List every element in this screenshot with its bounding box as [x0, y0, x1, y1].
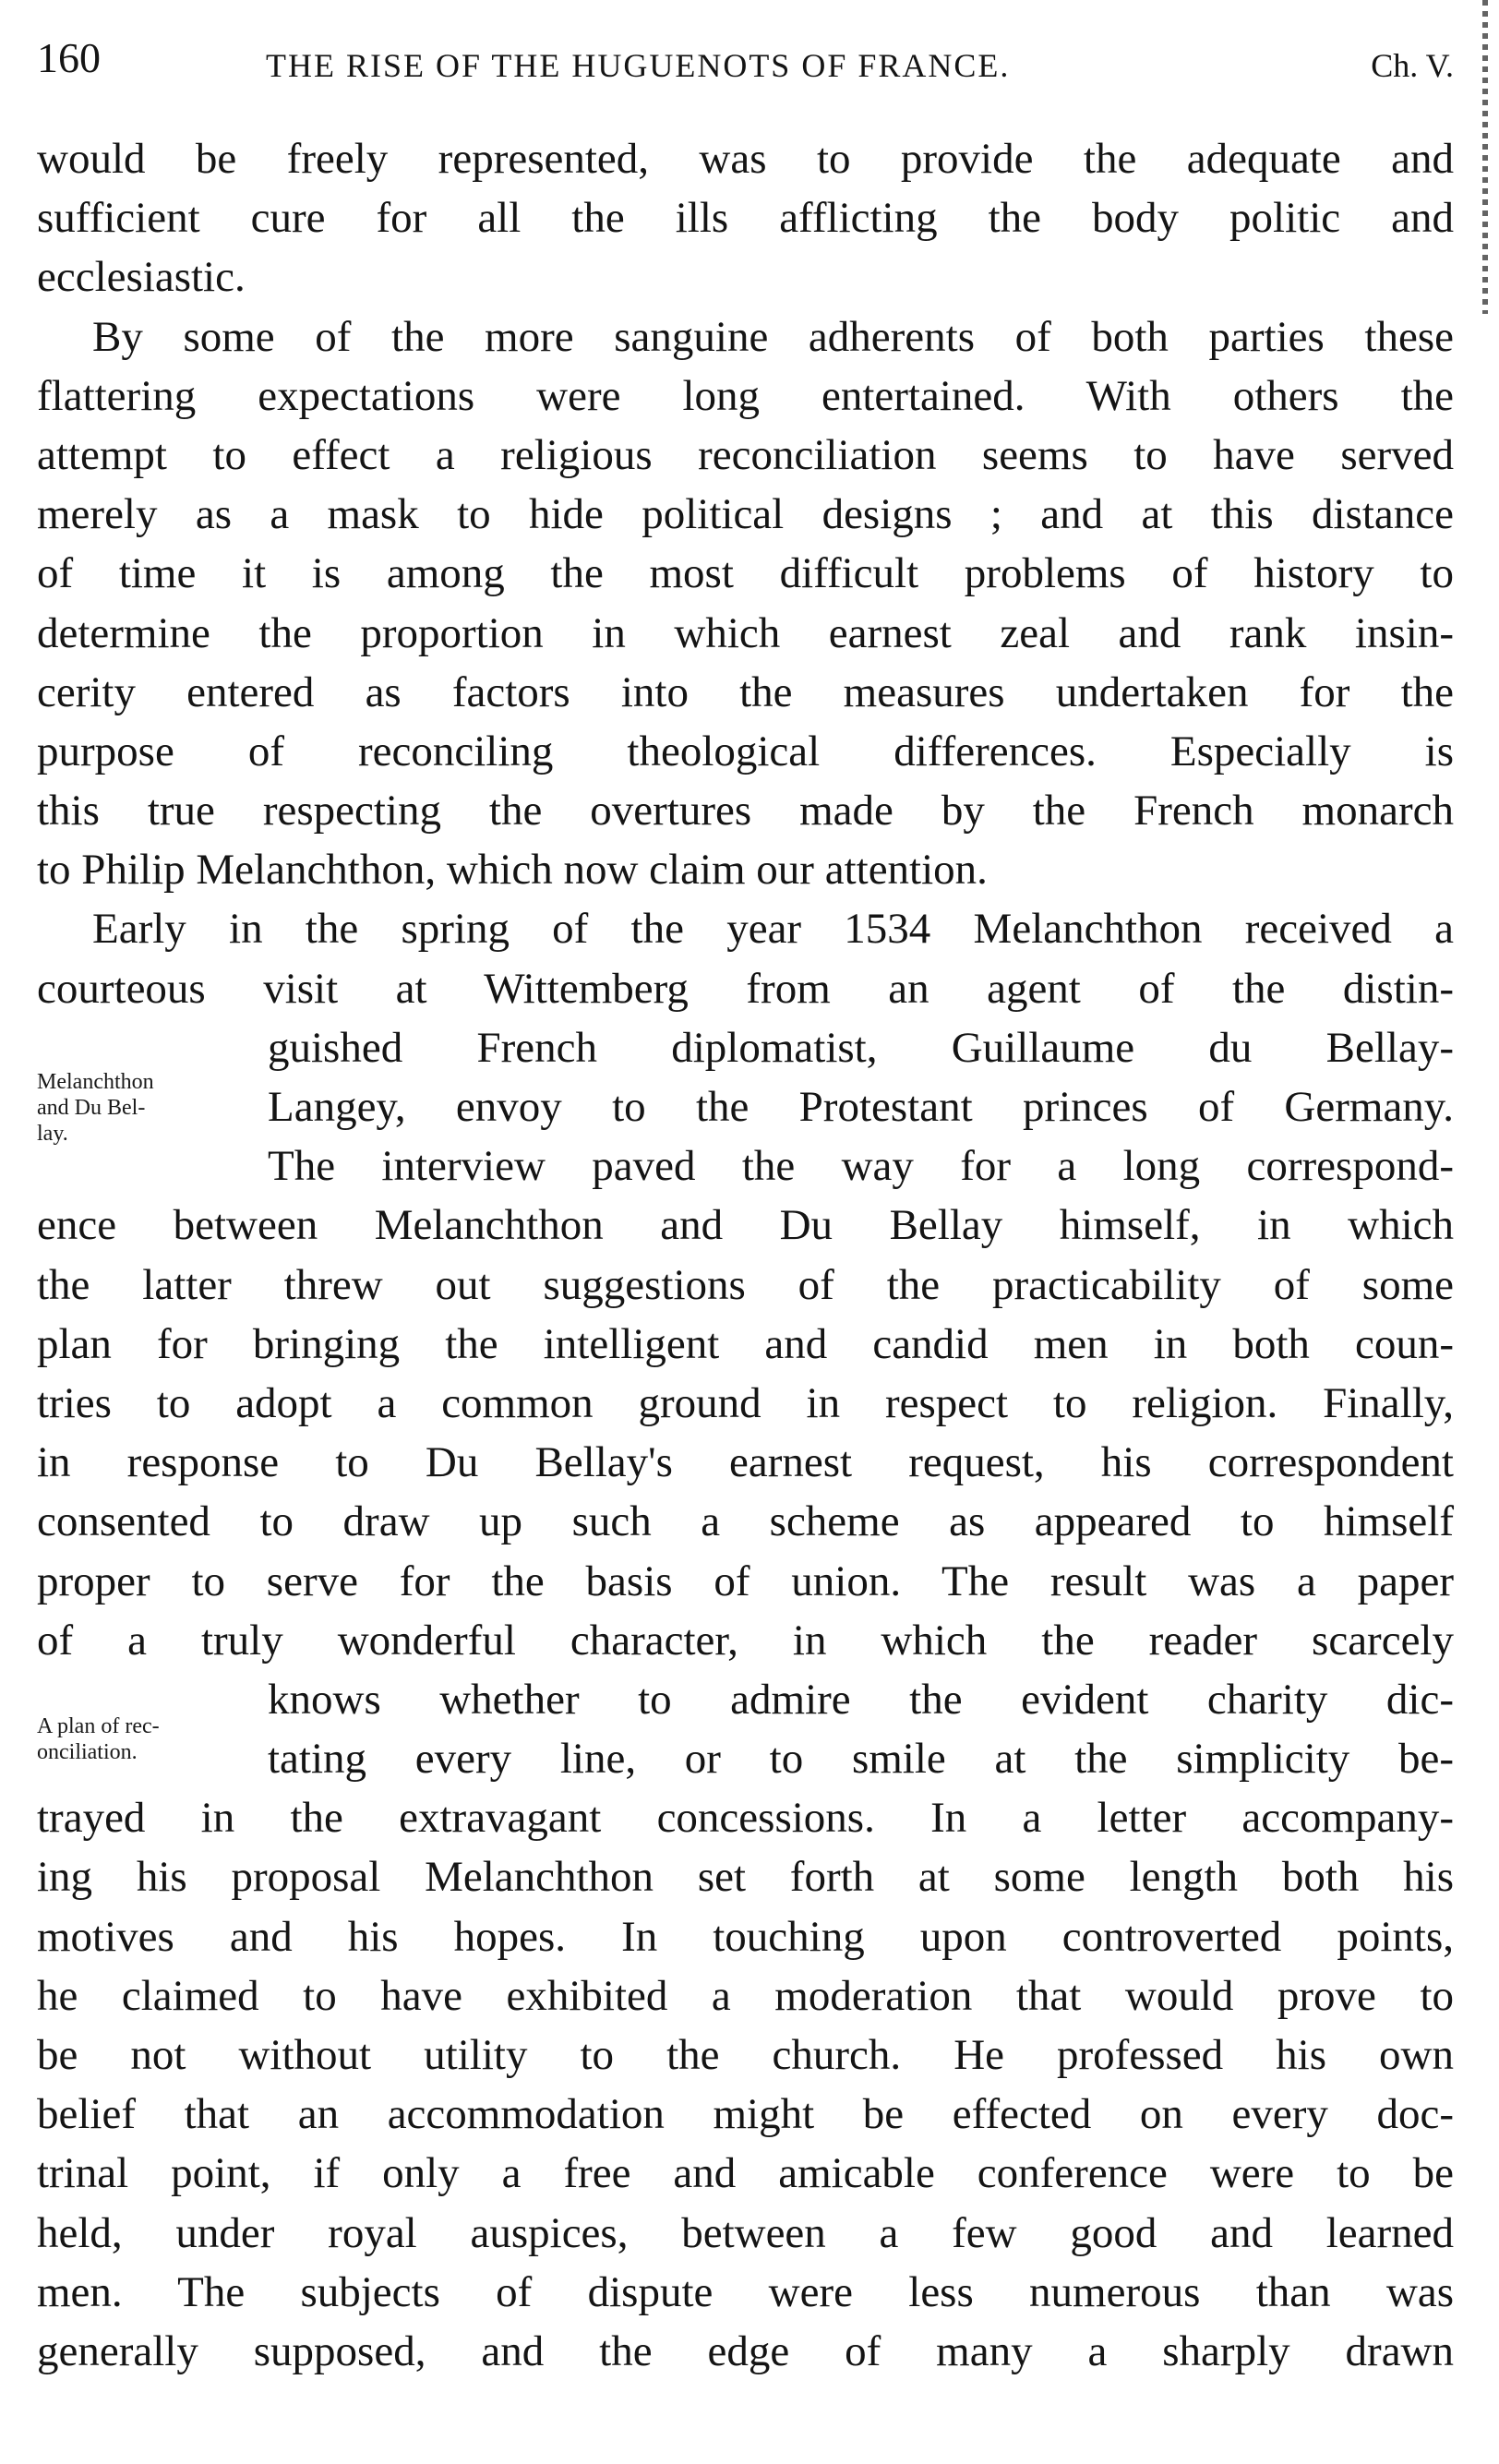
text-line: cerity entered as factors into the measures undertaken for the [37, 667, 1454, 716]
chapter-mark: Ch. V. [1371, 47, 1454, 84]
text-line: knows whether to admire the evident charity dic- [268, 1675, 1454, 1724]
text-line: held, under royal auspices, between a few good and learned [37, 2208, 1454, 2257]
margin-note-line: lay. [37, 1122, 68, 1146]
text-line: flattering expectations were long entertained. With others the [37, 371, 1454, 420]
text-line: Early in the spring of the year 1534 Melanchthon received a [92, 905, 1454, 954]
text-line: determine the proportion in which earnest zeal and rank insin- [37, 608, 1454, 657]
margin-note-line: Melanchthon [37, 1070, 154, 1094]
text-line: Langey, envoy to the Protestant princes of Germany. [268, 1083, 1454, 1131]
text-line: merely as a mask to hide political designs ; and at this distance [37, 490, 1454, 539]
text-line: generally supposed, and the edge of many a sharply drawn [37, 2326, 1454, 2375]
text-line: ecclesiastic. [37, 253, 246, 302]
running-title: THE RISE OF THE HUGUENOTS OF FRANCE. [266, 47, 1011, 84]
text-line: be not without utility to the church. He professed his own [37, 2031, 1454, 2079]
body-text [37, 129, 1454, 2381]
text-line: By some of the more sanguine adherents of both parties these [92, 312, 1454, 361]
margin-note-line: onciliation. [37, 1740, 138, 1764]
text-line: attempt to effect a religious reconciliation seems to have served [37, 430, 1454, 479]
text-line: the latter threw out suggestions of the practicability of some [37, 1260, 1454, 1309]
text-line: trayed in the extravagant concessions. In a letter accompany- [37, 1794, 1454, 1843]
page-number: 160 [37, 34, 101, 81]
text-line: The interview paved the way for a long correspond- [268, 1142, 1454, 1191]
text-line: ing his proposal Melanchthon set forth at some length both his [37, 1853, 1454, 1902]
text-line: consented to draw up such a scheme as appeared to himself [37, 1497, 1454, 1546]
running-head [37, 26, 1454, 90]
text-line: courteous visit at Wittemberg from an agent of the distin- [37, 964, 1454, 1013]
text-line: of time it is among the most difficult problems of history to [37, 549, 1454, 598]
text-line: trinal point, if only a free and amicable conference were to be [37, 2149, 1454, 2198]
margin-note-line: A plan of rec- [37, 1714, 160, 1738]
text-line: ence between Melanchthon and Du Bellay himself, in which [37, 1201, 1454, 1250]
text-line: proper to serve for the basis of union. The result was a paper [37, 1557, 1454, 1605]
text-line: guished French diplomatist, Guillaume du Bellay- [268, 1023, 1454, 1072]
text-line: he claimed to have exhibited a moderation that would prove to [37, 1971, 1454, 2020]
text-line: of a truly wonderful character, in which the reader scarcely [37, 1616, 1454, 1665]
text-line: sufficient cure for all the ills afflicting the body politic and [37, 194, 1454, 243]
text-line: to Philip Melanchthon, which now claim our attention. [37, 846, 988, 895]
text-line: belief that an accommodation might be effected on every doc- [37, 2090, 1454, 2139]
text-line: purpose of reconciling theological differences. Especially is [37, 727, 1454, 775]
text-line: motives and his hopes. In touching upon controverted points, [37, 1912, 1454, 1961]
text-line: tating every line, or to smile at the simplicity be- [268, 1735, 1454, 1784]
text-line: in response to Du Bellay's earnest request, his correspondent [37, 1438, 1454, 1487]
text-line: tries to adopt a common ground in respect to religion. Finally, [37, 1378, 1454, 1427]
margin-note-line: and Du Bel- [37, 1096, 146, 1120]
scan-edge-mark [1482, 0, 1488, 314]
text-line: this true respecting the overtures made by the French monarch [37, 787, 1454, 835]
text-line: men. The subjects of dispute were less numerous than was [37, 2267, 1454, 2316]
text-line: plan for bringing the intelligent and candid men in both coun- [37, 1319, 1454, 1368]
text-line: would be freely represented, was to provide the adequate and [37, 135, 1454, 183]
